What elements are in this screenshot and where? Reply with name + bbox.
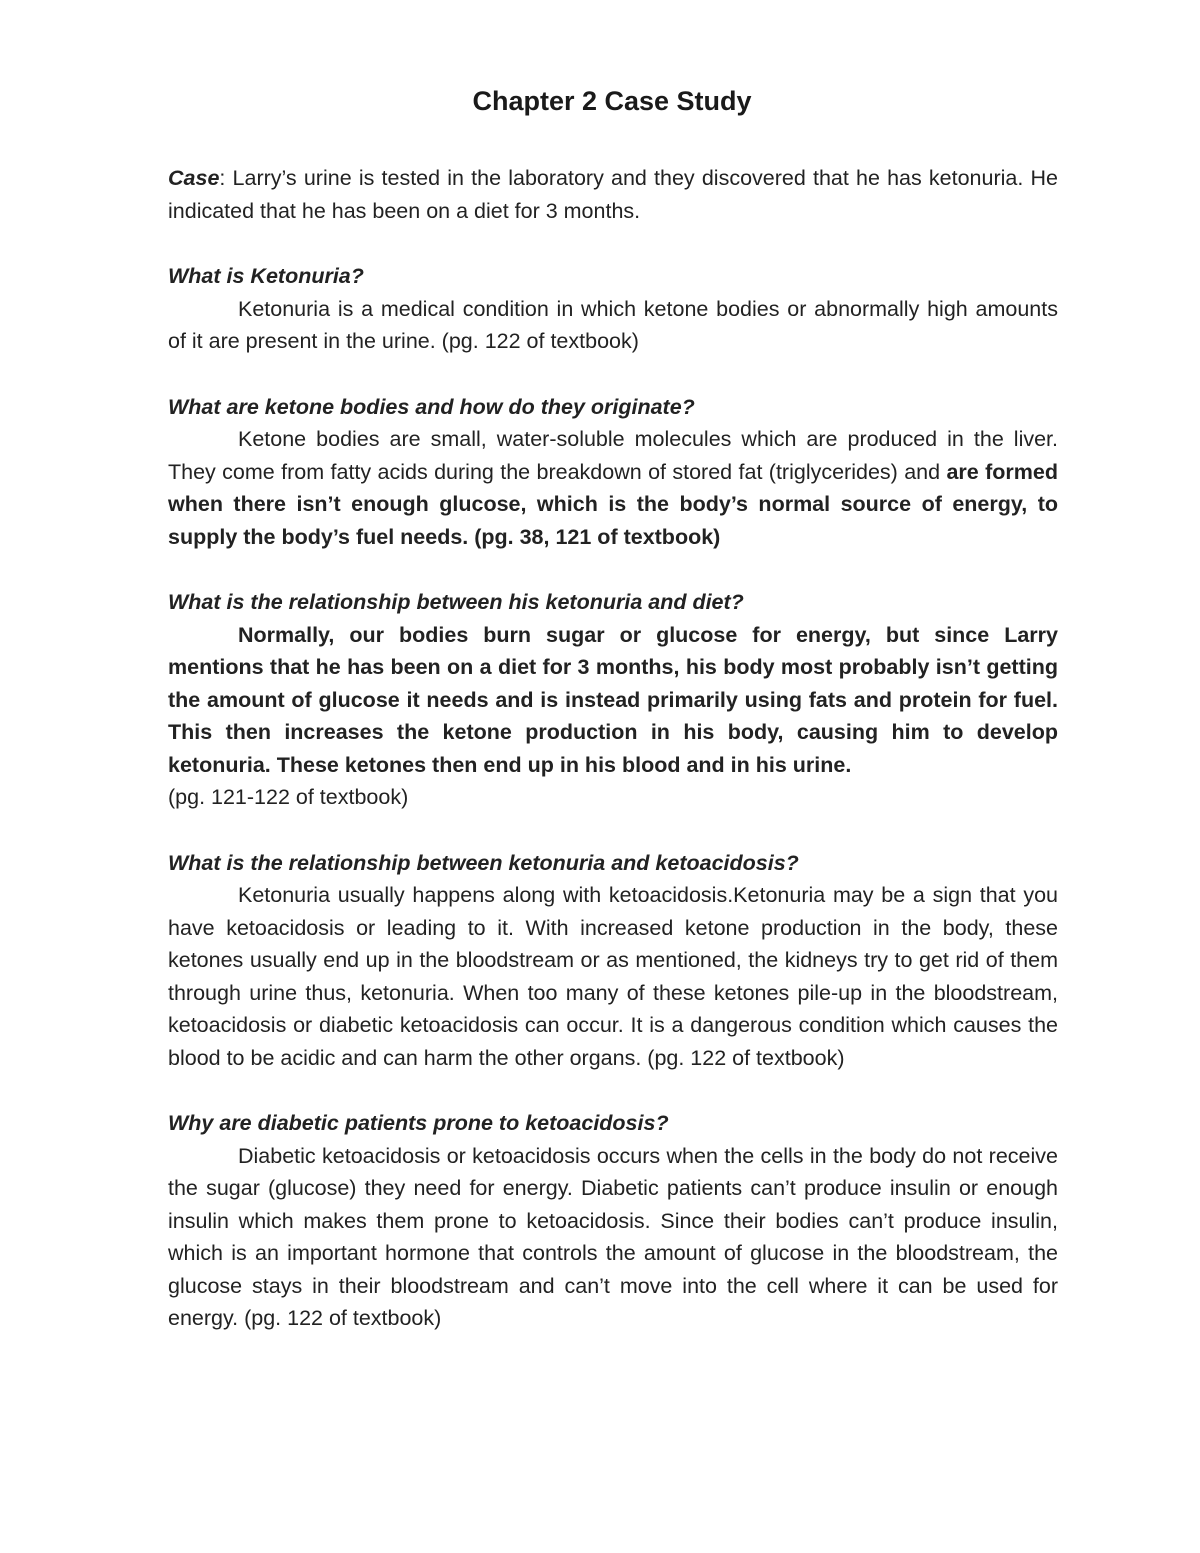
answer-3-reference: (pg. 121-122 of textbook) xyxy=(168,785,409,809)
answer-1: Ketonuria is a medical condition in which ketone bodies or abnormally high amounts of it are present in the urine. (pg. 122 of textbook) xyxy=(168,296,1058,353)
question-5: Why are diabetic patients prone to ketoacidosis? xyxy=(168,1111,669,1135)
question-1: What is Ketonuria? xyxy=(168,264,364,288)
question-4: What is the relationship between ketonuria and ketoacidosis? xyxy=(168,850,799,875)
answer-3: Normally, our bodies burn sugar or glucose for energy, but since Larry mentions that he has been on a diet for 3 months, his body most probably isn’t getting the amount of glucose it needs and is instead primarily using fats and protein for fuel. This then increases the ketone production in his body, causing him to develop ketonuria. These ketones then end up in his blood and in his urine. xyxy=(168,622,1058,777)
document-body xyxy=(168,162,1058,1335)
case-text: Larry’s urine is tested in the laboratory and they discovered that he has ketonuria. He indicated that he has been on a diet for 3 months. xyxy=(168,166,1058,223)
question-2: What are ketone bodies and how do they originate? xyxy=(168,394,695,419)
case-paragraph xyxy=(168,162,1058,227)
case-label: Case xyxy=(168,166,220,190)
answer-2-bold: are formed when there isn’t enough glucose, which is the body’s normal source of energy, to supply the body’s fuel needs. (pg. 38, 121 of textbook) xyxy=(168,459,1058,549)
case-separator: : xyxy=(219,166,226,190)
answer-4: Ketonuria usually happens along with ketoacidosis.Ketonuria may be a sign that you have ketoacidosis or leading to it. With increased ketone production in the body, these ketones usually end up in the bloodstream or as mentioned, the kidneys try to get rid of them through urine thus, ketonuria. When too many of these ketones pile-up in the bloodstream, ketoacidosis or diabetic ketoacidosis can occur. It is a dangerous condition which causes the blood to be acidic and can harm the other organs. (pg. 122 of textbook) xyxy=(168,883,1058,1070)
page-title: Chapter 2 Case Study xyxy=(472,86,752,116)
question-3: What is the relationship between his ketonuria and diet? xyxy=(168,590,744,614)
answer-5: Diabetic ketoacidosis or ketoacidosis occurs when the cells in the body do not receive the sugar (glucose) they need for energy. Diabetic patients can’t produce insulin or enough insulin which makes them prone to ketoacidosis. Since their bodies can’t produce insulin, which is an important hormone that controls the amount of glucose in the bloodstream, the glucose stays in their bloodstream and can’t move into the cell where it can be used for energy. (pg. 122 of textbook) xyxy=(168,1143,1058,1330)
answer-2-plain: Ketone bodies are small, water-soluble molecules which are produced in the liver. They come from fatty acids during the breakdown of stored fat (triglycerides) and xyxy=(168,427,1058,484)
answer-2 xyxy=(168,423,1058,553)
